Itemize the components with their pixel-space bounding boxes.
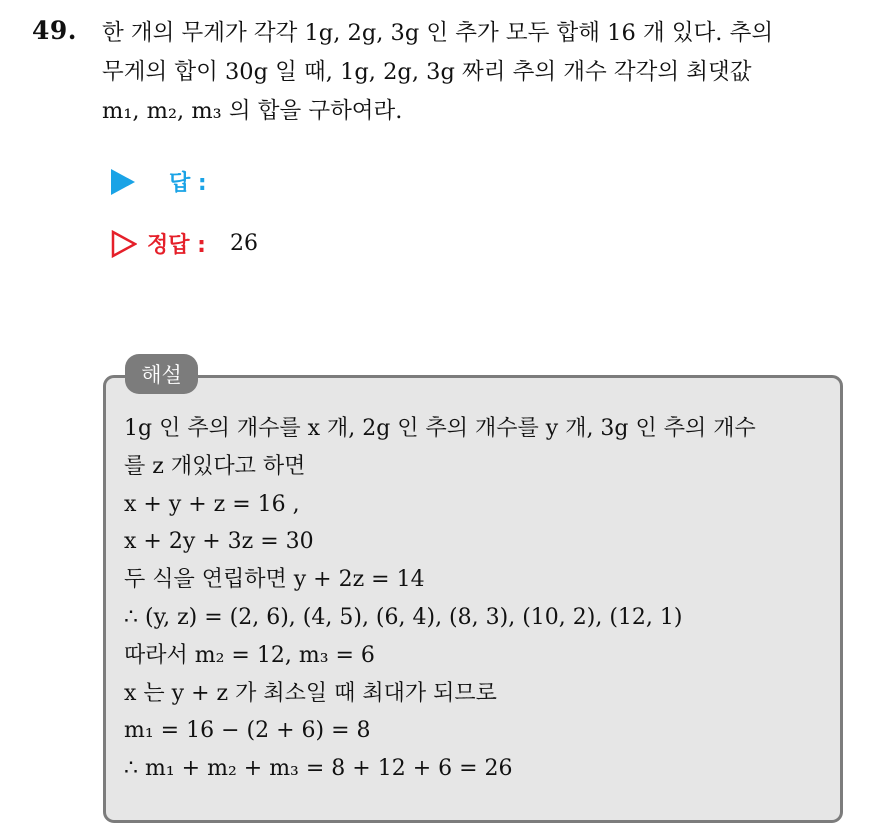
solution-line: 두 식을 연립하면 y + 2z = 14 <box>124 567 425 593</box>
problem-line: 무게의 합이 30g 일 때, 1g, 2g, 3g 짜리 추의 개수 각각의 최댓값 <box>102 59 752 85</box>
correct-answer-value: 26 <box>229 231 258 256</box>
problem-line: 한 개의 무게가 각각 1g, 2g, 3g 인 추가 모두 합해 16 개 있다. 추의 <box>102 20 774 46</box>
play-triangle-outline-icon <box>111 230 137 258</box>
answer-label: 답 : <box>169 171 207 196</box>
correct-answer-label: 정답 : <box>147 233 206 258</box>
solution-line: 를 z 개있다고 하면 <box>124 453 306 479</box>
answer-row <box>111 166 207 197</box>
solution-line: ∴ m₁ + m₂ + m₃ = 8 + 12 + 6 = 26 <box>124 756 513 782</box>
correct-answer-row <box>111 228 258 259</box>
solution-line: ∴ (y, z) = (2, 6), (4, 5), (6, 4), (8, 3), (10, 2), (12, 1) <box>124 604 683 630</box>
solution-line: x + y + z = 16 , <box>124 491 300 517</box>
problem-number: 49. <box>32 16 77 45</box>
solution-line: 1g 인 추의 개수를 x 개, 2g 인 추의 개수를 y 개, 3g 인 추의 개수 <box>124 416 756 441</box>
solution-line: m₁ = 16 − (2 + 6) = 8 <box>124 718 371 744</box>
solution-line: x + 2y + 3z = 30 <box>124 529 314 555</box>
solution-line: x 는 y + z 가 최소일 때 최대가 되므로 <box>124 680 497 706</box>
solution-tab: 해설 <box>125 354 198 394</box>
play-triangle-filled-icon <box>111 169 135 195</box>
problem-text <box>102 14 862 131</box>
problem-line: m₁, m₂, m₃ 의 합을 구하여라. <box>102 98 403 124</box>
solution-line: 따라서 m₂ = 12, m₃ = 6 <box>124 642 375 668</box>
solution-body <box>124 410 834 788</box>
